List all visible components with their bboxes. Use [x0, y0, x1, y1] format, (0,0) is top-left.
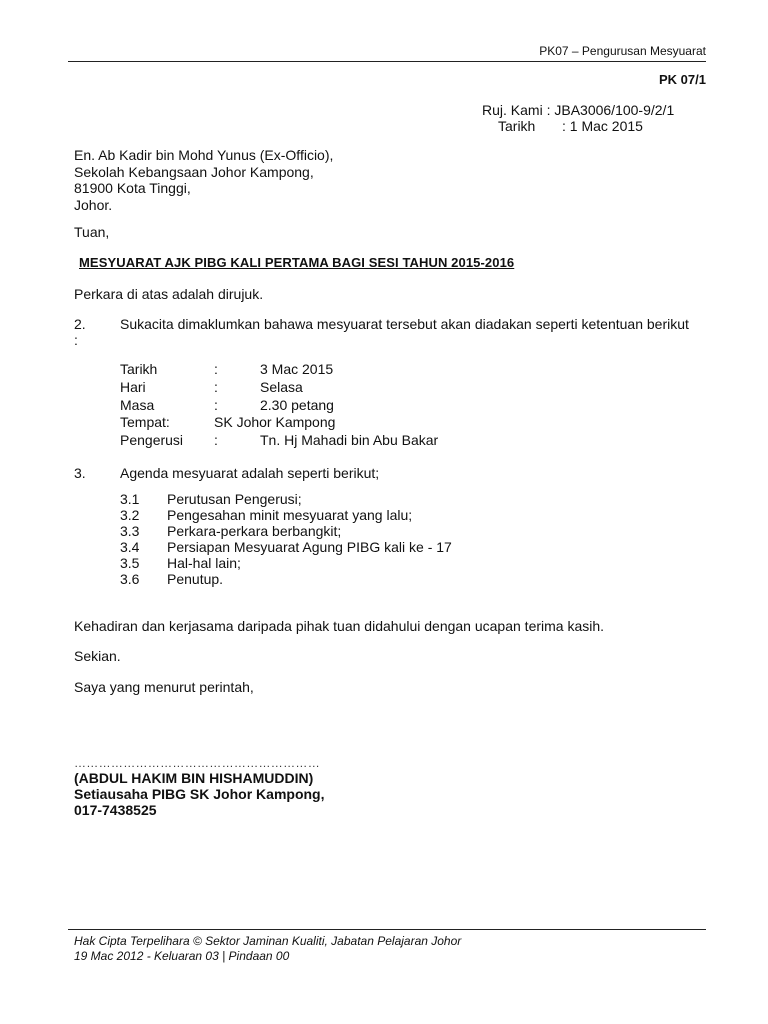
agenda-text: Perutusan Pengerusi;	[167, 491, 302, 507]
detail-value: Tn. Hj Mahadi bin Abu Bakar	[260, 432, 439, 449]
detail-value: 3 Mac 2015	[260, 361, 334, 377]
agenda-list	[120, 491, 452, 587]
salutation: Tuan,	[74, 224, 110, 240]
address-line: En. Ab Kadir bin Mohd Yunus (Ex-Officio),	[74, 147, 334, 163]
detail-sep: :	[214, 361, 218, 377]
address-line: Johor.	[74, 196, 113, 213]
paragraph-2	[74, 316, 694, 348]
header-divider	[68, 61, 706, 62]
paragraph-1: Perkara di atas adalah dirujuk.	[74, 286, 264, 302]
agenda-number: 3.4	[120, 539, 140, 555]
paragraph-3-number: 3.	[74, 465, 86, 481]
ruj-value: : JBA3006/100-9/2/1	[546, 102, 675, 118]
agenda-text: Hal-hal lain;	[167, 555, 241, 571]
paragraph-2-number: 2.	[74, 316, 86, 332]
detail-value: Selasa	[260, 378, 303, 395]
detail-value: SK Johor Kampong	[214, 414, 336, 431]
detail-label: Hari	[120, 378, 146, 395]
signature-block	[74, 770, 325, 818]
agenda-item	[120, 507, 452, 523]
agenda-item	[120, 571, 452, 587]
agenda-number: 3.2	[120, 507, 140, 523]
recipient-address	[74, 147, 333, 213]
meeting-details	[120, 361, 438, 450]
letter-title: MESYUARAT AJK PIBG KALI PERTAMA BAGI SESI TAHUN 2015-2016	[79, 255, 515, 270]
footer-revision: 19 Mac 2012 - Keluaran 03 | Pindaan 00	[74, 949, 290, 963]
detail-row	[120, 361, 438, 379]
tarikh-label: Tarikh	[498, 118, 536, 134]
sekian: Sekian.	[74, 648, 121, 664]
form-number: PK 07/1	[659, 72, 706, 87]
agenda-number: 3.6	[120, 571, 140, 587]
closing-paragraph: Kehadiran dan kerjasama daripada pihak tuan didahului dengan ucapan terima kasih.	[74, 618, 605, 634]
detail-label: Pengerusi	[120, 432, 184, 449]
tarikh-value: : 1 Mac 2015	[562, 118, 643, 134]
agenda-text: Perkara-perkara berbangkit;	[167, 523, 342, 539]
header-doc-code: PK07 – Pengurusan Mesyuarat	[539, 44, 706, 58]
detail-label: Masa	[120, 396, 155, 413]
paragraph-3	[74, 465, 379, 481]
agenda-item	[120, 491, 452, 507]
paragraph-3-text: Agenda mesyuarat adalah seperti berikut;	[120, 465, 380, 481]
detail-sep: :	[214, 432, 218, 449]
agenda-text: Penutup.	[167, 571, 224, 587]
detail-sep: :	[214, 396, 218, 413]
agenda-text: Pengesahan minit mesyuarat yang lalu;	[167, 507, 413, 523]
detail-row	[120, 414, 438, 432]
detail-row	[120, 432, 438, 450]
detail-row	[120, 397, 438, 415]
detail-label: Tarikh	[120, 361, 158, 377]
signature-line: ……………………………………………………	[74, 756, 320, 770]
address-line: Sekolah Kebangsaan Johor Kampong,	[74, 163, 314, 180]
ruj-label: Ruj. Kami	[482, 102, 543, 118]
signatory-phone: 017-7438525	[74, 802, 157, 818]
detail-label: Tempat:	[120, 414, 170, 431]
agenda-number: 3.5	[120, 555, 140, 571]
agenda-number: 3.1	[120, 491, 140, 507]
signatory-position: Setiausaha PIBG SK Johor Kampong,	[74, 786, 325, 802]
agenda-item	[120, 523, 452, 539]
agenda-text: Persiapan Mesyuarat Agung PIBG kali ke - 17	[167, 539, 452, 555]
paragraph-2-text: Sukacita dimaklumkan bahawa mesyuarat tersebut akan diadakan seperti ketentuan berikut :	[74, 316, 689, 348]
footer-divider	[68, 929, 706, 930]
detail-sep: :	[214, 378, 218, 395]
detail-row	[120, 379, 438, 397]
address-line: 81900 Kota Tinggi,	[74, 180, 191, 196]
agenda-item	[120, 555, 452, 571]
signatory-name: (ABDUL HAKIM BIN HISHAMUDDIN)	[74, 770, 314, 786]
sign-off: Saya yang menurut perintah,	[74, 679, 254, 695]
agenda-item	[120, 539, 452, 555]
agenda-number: 3.3	[120, 523, 140, 539]
reference-block	[482, 102, 674, 134]
detail-value: 2.30 petang	[260, 396, 334, 413]
footer	[74, 934, 461, 964]
footer-copyright: Hak Cipta Terpelihara © Sektor Jaminan Kualiti, Jabatan Pelajaran Johor	[74, 934, 462, 948]
